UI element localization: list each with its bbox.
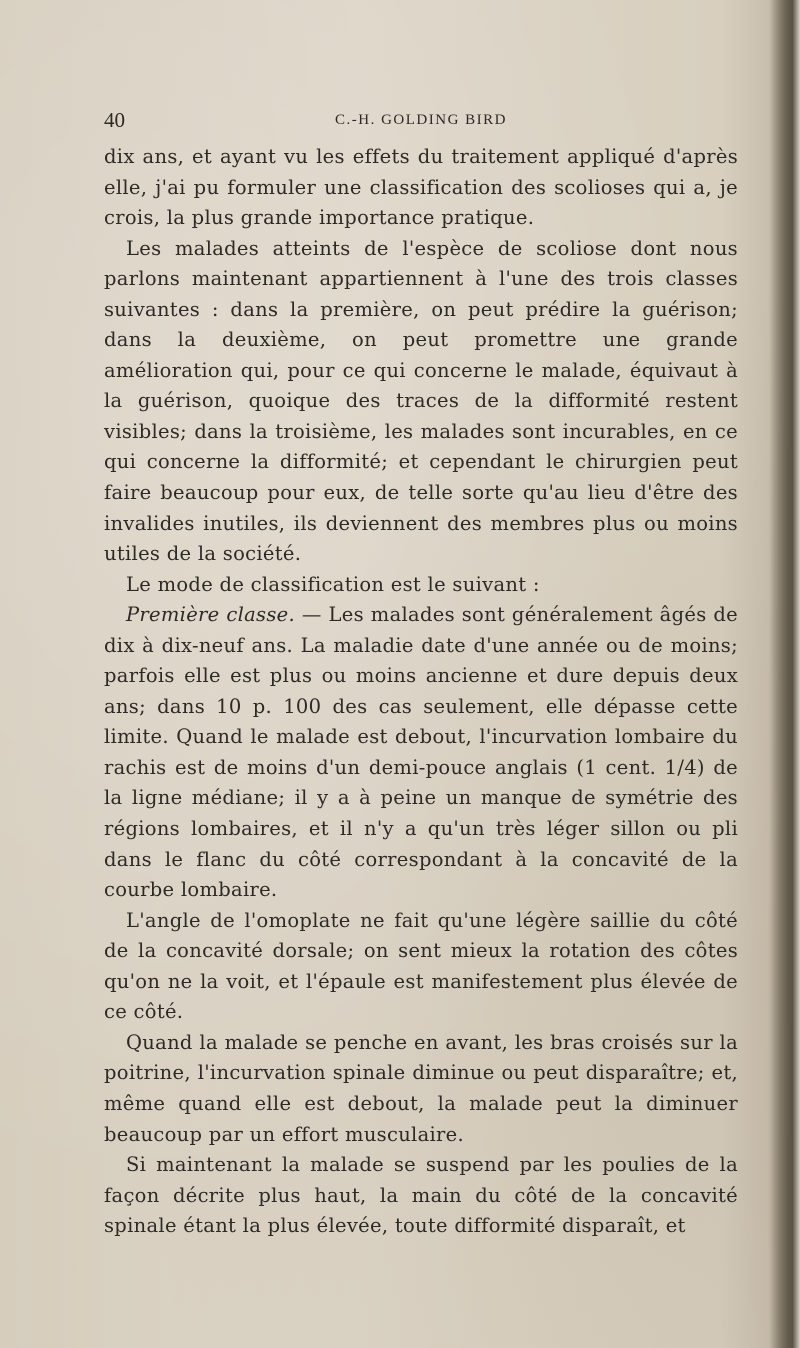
section-paragraph [104, 600, 738, 905]
section-text: — Les malades sont généralement âgés de dix à dix-neuf ans. La maladie date d'une année ou de moins; parfois elle est plus ou moins ancienne et dure depuis deux ans; dans 10 p. 100 des cas seulement, elle dépasse cette limite. Quand le malade est debout, l'incurvation lombaire du rachis est de moins d'un demi-pouce anglais (1 cent. 1/4) de la ligne médiane; il y a à peine un manque de symétrie des régions lombaires, et il n'y a qu'un très léger sillon ou pli dans le flanc du côté correspondant à la concavité de la courbe lombaire. [104, 603, 738, 902]
paragraph-5: L'angle de l'omoplate ne fait qu'une légère saillie du côté de la concavité dorsale; on sent mieux la rotation des côtes qu'on ne la voit, et l'épaule est manifestement plus élevée de ce côté. [104, 908, 738, 1024]
paragraph-2: Les malades atteints de l'espèce de scoliose dont nous parlons maintenant appartiennent à l'une des trois classes suivantes : dans la première, on peut prédire la guérison; dans la deuxième, on peut promettre une grande amélioration qui, pour ce qui concerne le malade, équivaut à la guérison, quoique des traces de la difformité restent visibles; dans la troisième, les malades sont incurables, en ce qui concerne la difformité; et cependant le chirurgien peut faire beaucoup pour eux, de telle sorte qu'au lieu d'être des invalides inutiles, ils deviennent des membres plus ou moins utiles de la société. [104, 236, 738, 566]
page-header [104, 108, 738, 142]
body-text [104, 142, 738, 1242]
paragraph-1: dix ans, et ayant vu les effets du traitement appliqué d'après elle, j'ai pu formuler une classification des scolioses qui a, je crois, la plus grande importance pratique. [104, 145, 738, 230]
section-title: Première classe. [126, 603, 296, 627]
paragraph-7: Si maintenant la malade se suspend par les poulies de la façon décrite plus haut, la main du côté de la concavité spinale étant la plus élevée, toute difformité disparaît, et [104, 1153, 738, 1238]
page-number: 40 [104, 108, 125, 132]
paragraph-3: Le mode de classification est le suivant : [126, 572, 540, 596]
paragraph-6: Quand la malade se penche en avant, les bras croisés sur la poitrine, l'incurvation spinale diminue ou peut disparaître; et, même quand elle est debout, la malade peut la diminuer beaucoup par un effort musculaire. [104, 1030, 738, 1146]
page-edge-shadow [770, 0, 800, 1348]
book-page [104, 108, 738, 1242]
running-head: C.-H. GOLDING BIRD [335, 112, 507, 128]
